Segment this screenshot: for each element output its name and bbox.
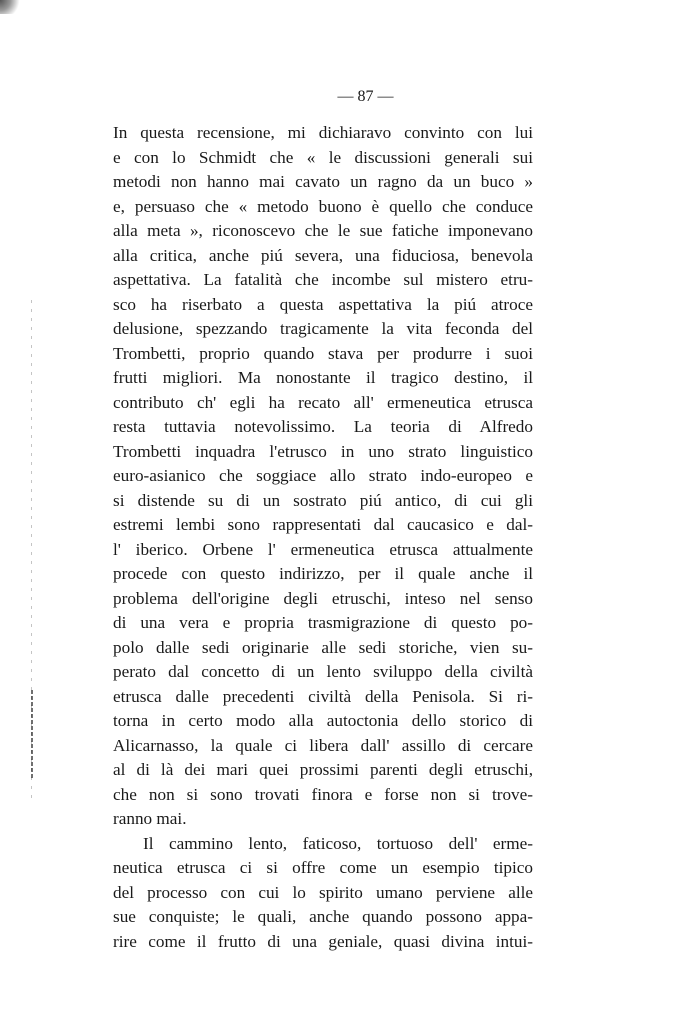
text-line: neutica etrusca ci si offre come un esempio tipico [113, 858, 533, 877]
text-line: In questa recensione, mi dichiaravo convinto con lui [113, 123, 533, 142]
text-line: metodi non hanno mai cavato un ragno da un buco » [113, 172, 533, 191]
text-line: si distende su di un sostrato piú antico, di cui gli [113, 490, 533, 510]
scan-edge-mark [31, 690, 33, 780]
text-line: frutti migliori. Ma nonostante il tragico destino, il [113, 368, 533, 387]
page-number: — 87 — [337, 88, 394, 105]
text-line: del processo con cui lo spirito umano perviene alle [113, 882, 533, 902]
text-line: l' iberico. Orbene l' ermeneutica etrusca attualmente [113, 539, 533, 559]
text-line: alla critica, anche piú severa, una fiduciosa, benevola [113, 245, 533, 265]
text-line: di una vera e propria trasmigrazione di questo po- [113, 613, 533, 632]
text-line: alla meta », riconoscevo che le sue fatiche imponevano [113, 221, 533, 240]
text-line: aspettativa. La fatalità che incombe sul mistero etru- [113, 270, 533, 289]
text-line: torna in certo modo alla autoctonia dello storico di [113, 711, 533, 730]
text-line: Alicarnasso, la quale ci libera dall' assillo di cercare [113, 735, 533, 755]
text-line: sco ha riserbato a questa aspettativa la piú atroce [113, 294, 533, 314]
text-line: resta tuttavia notevolissimo. La teoria di Alfredo [113, 417, 533, 436]
text-line: estremi lembi sono rappresentati dal caucasico e dal- [113, 515, 533, 534]
text-line: Il cammino lento, faticoso, tortuoso dell' erme- [143, 833, 533, 853]
text-line: delusione, spezzando tragicamente la vita feconda del [113, 319, 533, 338]
text-line: al di là dei mari quei prossimi parenti degli etruschi, [113, 760, 533, 779]
text-line: polo dalle sedi originarie alle sedi storiche, vien su- [113, 637, 533, 657]
scan-corner-shadow [0, 0, 22, 14]
text-line: rire come il frutto di una geniale, quasi divina intui- [113, 931, 533, 951]
text-line: problema dell'origine degli etruschi, inteso nel senso [113, 588, 533, 608]
text-line: sue conquiste; le quali, anche quando possono appa- [113, 907, 533, 926]
text-line: perato dal concetto di un lento sviluppo della civiltà [113, 662, 533, 681]
text-line: Trombetti, proprio quando stava per produrre i suoi [113, 343, 533, 363]
text-line: e con lo Schmidt che « le discussioni generali sui [113, 147, 533, 167]
text-line: Trombetti inquadra l'etrusco in uno strato linguistico [113, 441, 533, 461]
text-line: etrusca dalle precedenti civiltà della Penisola. Si ri- [113, 686, 533, 706]
body-text [113, 121, 533, 954]
text-line: e, persuaso che « metodo buono è quello che conduce [113, 196, 533, 216]
text-line: che non si sono trovati finora e forse non si trove- [113, 784, 533, 804]
text-line: procede con questo indirizzo, per il quale anche il [113, 564, 533, 583]
text-line: contributo ch' egli ha recato all' ermeneutica etrusca [113, 392, 533, 412]
text-line: euro-asianico che soggiace allo strato indo-europeo e [113, 466, 533, 485]
text-line: ranno mai. [113, 809, 187, 828]
